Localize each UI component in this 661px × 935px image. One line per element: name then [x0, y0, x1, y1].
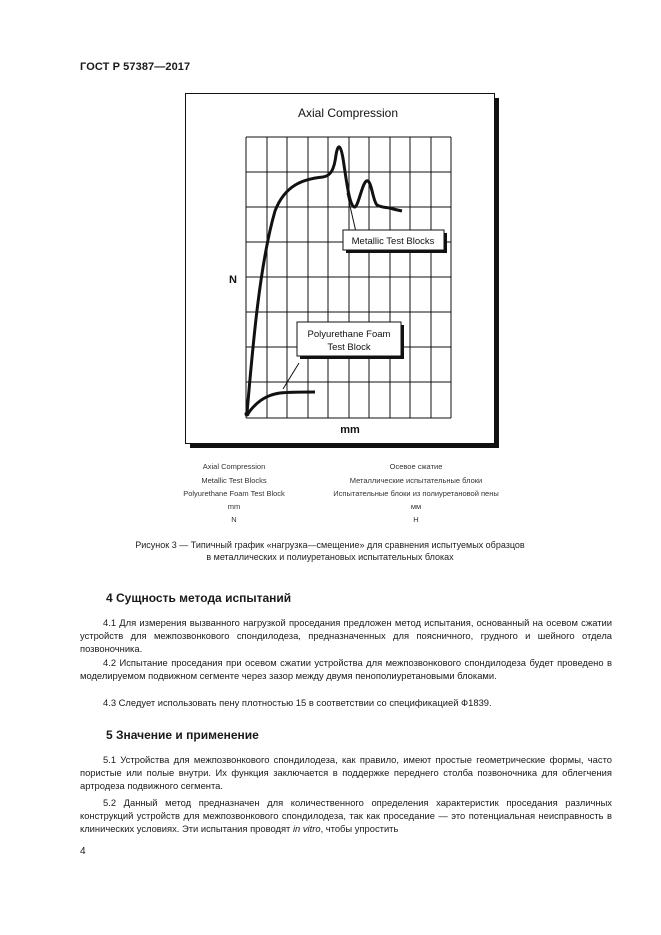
y-axis-label: N — [229, 274, 237, 286]
paragraph-4-3: 4.3 Следует использовать пену плотностью 15 в соответствии со спецификацией Ф1839. — [103, 697, 492, 708]
paragraph-5-2-italic: in vitro — [292, 823, 321, 834]
legend-en-1: Axial Compression — [202, 462, 266, 471]
paragraph-4-1: 4.1 Для измерения вызванного нагрузкой проседания предложен метод испытания, основанный на осевом сжатии устройств для межпозвонкового спондилодеза, предназначенных для поясничного, грудного и шейного отдела позвоночника. — [80, 617, 612, 654]
chart-title: Axial Compression — [297, 106, 399, 120]
paragraph-5-1: 5.1 Устройства для межпозвонкового спондилодеза, как правило, имеют простые геометрические формы, часто пористые или полые внутри. Их функция заключается в поддержке переднего столба позвоночника для облегчения артродеза подвижного сегмента. — [80, 754, 612, 791]
legend-en-3: Polyurethane Foam Test Block — [183, 489, 285, 498]
annotation-polyurethane-line1: Polyurethane Foam — [307, 329, 391, 340]
figure-caption — [110, 539, 550, 563]
legend-ru-4: мм — [410, 502, 422, 511]
legend-en-5: N — [231, 515, 237, 524]
paragraph-5-2-text-b: , чтобы упростить — [320, 823, 399, 834]
paragraph-5-2 — [80, 796, 612, 835]
section-4-title: 4 Сущность метода испытаний — [106, 591, 292, 605]
legend-ru-5: Н — [413, 515, 419, 524]
legend-en-4: mm — [227, 502, 241, 511]
legend-ru-1: Осевое сжатие — [389, 462, 443, 471]
annotation-metallic: Metallic Test Blocks — [351, 236, 435, 247]
paragraph-5-2-text-a: 5.2 Данный метод предназначен для количественного определения характеристик проседания различных конструкций устройств для межпозвонкового спондилодеза, так как проседание — это потенциальная неисправность в клинических условиях. Эти испытания проводят — [80, 797, 612, 834]
caption-line-2: в металлических и полиуретановых испытательных блоках — [206, 552, 454, 562]
figure-axial-compression — [185, 93, 501, 450]
legend-ru-3: Испытательные блоки из полиуретановой пены — [333, 489, 499, 498]
legend-en-2: Metallic Test Blocks — [201, 476, 267, 485]
page-number: 4 — [80, 846, 86, 857]
caption-line-1: Рисунок 3 — Типичный график «нагрузка—смещение» для сравнения испытуемых образцов — [135, 540, 525, 550]
document-header: ГОСТ Р 57387—2017 — [80, 61, 191, 73]
paragraph-4-2: 4.2 Испытание проседания при осевом сжатии устройства для межпозвонкового спондилодеза будет проведено в моделируемом подвижном сегменте через зазор между двумя пенополиуретановыми блоками. — [80, 657, 612, 681]
legend-ru-2: Металлические испытательные блоки — [349, 476, 483, 485]
x-axis-label: mm — [340, 424, 360, 436]
section-5-title: 5 Значение и применение — [106, 728, 259, 742]
annotation-polyurethane-line2: Test Block — [327, 342, 371, 353]
origin-marker — [245, 412, 250, 417]
